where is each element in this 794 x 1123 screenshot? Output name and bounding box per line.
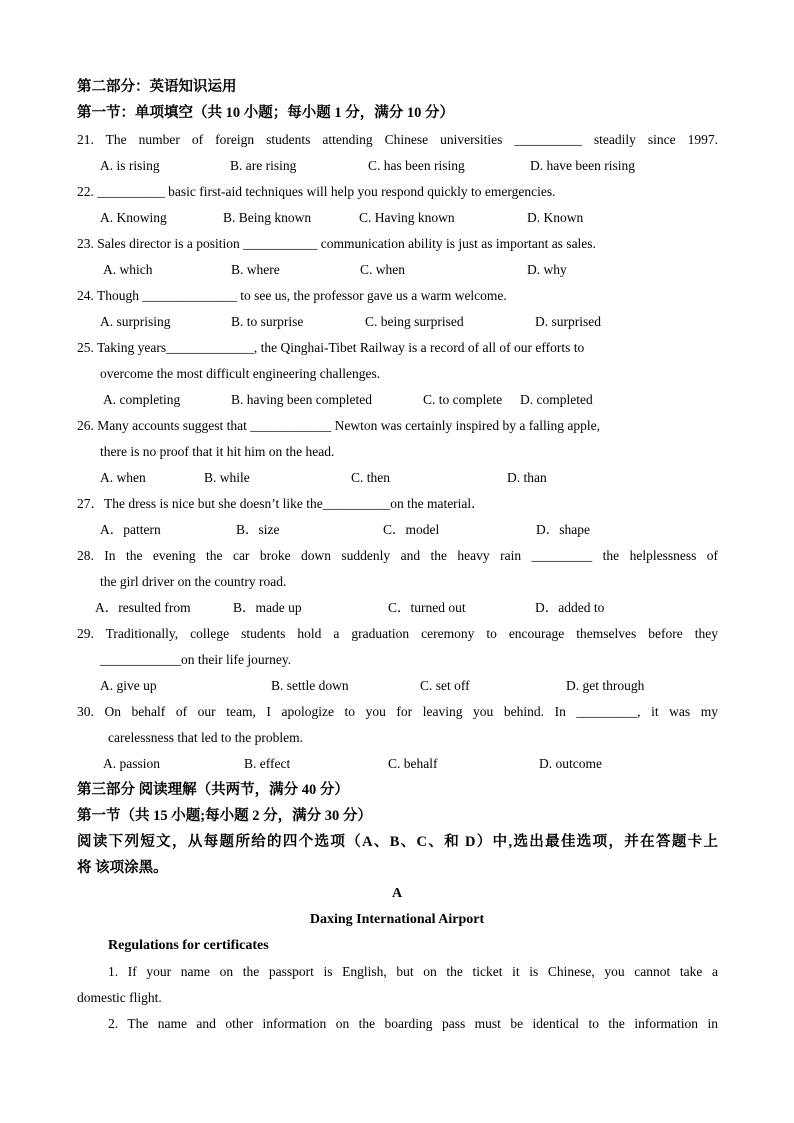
question-26-line2: there is no proof that it hit him on the head. xyxy=(100,444,335,459)
q23-option-c: C. when xyxy=(360,262,405,277)
q26-option-d: D. than xyxy=(507,470,547,485)
q30-option-d: D. outcome xyxy=(539,756,602,771)
question-26-line1: 26. Many accounts suggest that ____________ Newton was certainly inspired by a falling apple, xyxy=(77,418,601,433)
passage-paragraph-1-line1: 1. If your name on the passport is English, but on the ticket it is Chinese, you cannot take a xyxy=(108,964,718,979)
q25-option-b: B. having been completed xyxy=(231,392,372,407)
q28-option-a: A．resulted from xyxy=(95,600,191,615)
passage-paragraph-1-line2: domestic flight. xyxy=(77,990,162,1005)
part3-section1-heading: 第一节（共 15 小题;每小题 2 分，满分 30 分） xyxy=(77,808,372,824)
q29-option-b: B. settle down xyxy=(271,678,349,693)
q25-option-c: C. to complete xyxy=(423,392,503,407)
q24-option-b: B. to surprise xyxy=(231,314,304,329)
q21-option-d: D. have been rising xyxy=(530,158,635,173)
question-25-line1: 25. Taking years_____________, the Qinghai-Tibet Railway is a record of all of our efforts to xyxy=(77,340,585,355)
q25-option-a: A. completing xyxy=(103,392,181,407)
q21-option-a: A. is rising xyxy=(100,158,160,173)
passage-subtitle: Regulations for certificates xyxy=(108,938,269,953)
q28-option-d: D．added to xyxy=(535,600,605,615)
q29-option-d: D. get through xyxy=(566,678,645,693)
q23-option-d: D. why xyxy=(527,262,567,277)
passage-title: Daxing International Airport xyxy=(309,912,485,927)
q22-option-a: A. Knowing xyxy=(100,210,167,225)
question-30-line2: carelessness that led to the problem. xyxy=(108,730,303,745)
question-28-line1: 28. In the evening the car broke down suddenly and the heavy rain _________ the helplessness of xyxy=(77,548,718,563)
question-25-line2: overcome the most difficult engineering challenges. xyxy=(100,366,381,381)
passage-label: A xyxy=(391,886,403,901)
q24-option-c: C. being surprised xyxy=(365,314,464,329)
q26-option-b: B. while xyxy=(204,470,250,485)
question-24: 24. Though ______________ to see us, the professor gave us a warm welcome. xyxy=(77,288,507,303)
part2-section1-heading: 第一节：单项填空（共 10 小题；每小题 1 分，满分 10 分） xyxy=(77,105,454,121)
q26-option-a: A. when xyxy=(100,470,146,485)
q28-option-c: C．turned out xyxy=(388,600,466,615)
part3-heading: 第三部分 阅读理解（共两节，满分 40 分） xyxy=(77,782,349,798)
q22-option-d: D. Known xyxy=(527,210,584,225)
question-22: 22. __________ basic first-aid techniques will help you respond quickly to emergencies. xyxy=(77,184,556,199)
q21-option-c: C. has been rising xyxy=(368,158,465,173)
q25-option-d: D. completed xyxy=(520,392,593,407)
q26-option-c: C. then xyxy=(351,470,390,485)
passage-paragraph-2-line1: 2. The name and other information on the boarding pass must be identical to the information in xyxy=(108,1016,718,1031)
part3-instruction-line1: 阅读下列短文，从每题所给的四个选项（A、B、C、和 D）中,选出最佳选项，并在答题卡上 xyxy=(77,834,718,850)
question-29-line1: 29. Traditionally, college students hold a graduation ceremony to encourage themselves before they xyxy=(77,626,718,641)
part2-heading: 第二部分：英语知识运用 xyxy=(77,79,237,95)
question-21: 21. The number of foreign students attending Chinese universities __________ steadily since 1997. xyxy=(77,132,718,147)
q29-option-a: A. give up xyxy=(100,678,157,693)
question-30-line1: 30. On behalf of our team, I apologize to you for leaving you behind. In _________, it was my xyxy=(77,704,718,719)
q23-option-b: B. where xyxy=(231,262,280,277)
question-23: 23. Sales director is a position ___________ communication ability is just as important as sales. xyxy=(77,236,596,251)
q21-option-b: B. are rising xyxy=(230,158,297,173)
question-27: 27．The dress is nice but she doesn’t like the__________on the material． xyxy=(77,496,485,511)
q22-option-b: B. Being known xyxy=(223,210,312,225)
q23-option-a: A. which xyxy=(103,262,153,277)
q30-option-b: B. effect xyxy=(244,756,291,771)
q30-option-c: C. behalf xyxy=(388,756,438,771)
q29-option-c: C. set off xyxy=(420,678,470,693)
question-29-line2: ____________on their life journey. xyxy=(100,652,292,667)
q28-option-b: B．made up xyxy=(233,600,302,615)
part3-instruction-line2: 将 该项涂黑。 xyxy=(77,860,168,876)
q27-option-a: A．pattern xyxy=(100,522,161,537)
q30-option-a: A. passion xyxy=(103,756,160,771)
q27-option-c: C．model xyxy=(383,522,440,537)
q22-option-c: C. Having known xyxy=(359,210,455,225)
question-28-line2: the girl driver on the country road. xyxy=(100,574,287,589)
q24-option-a: A. surprising xyxy=(100,314,171,329)
q24-option-d: D. surprised xyxy=(535,314,601,329)
q27-option-b: B．size xyxy=(236,522,280,537)
q27-option-d: D．shape xyxy=(536,522,590,537)
